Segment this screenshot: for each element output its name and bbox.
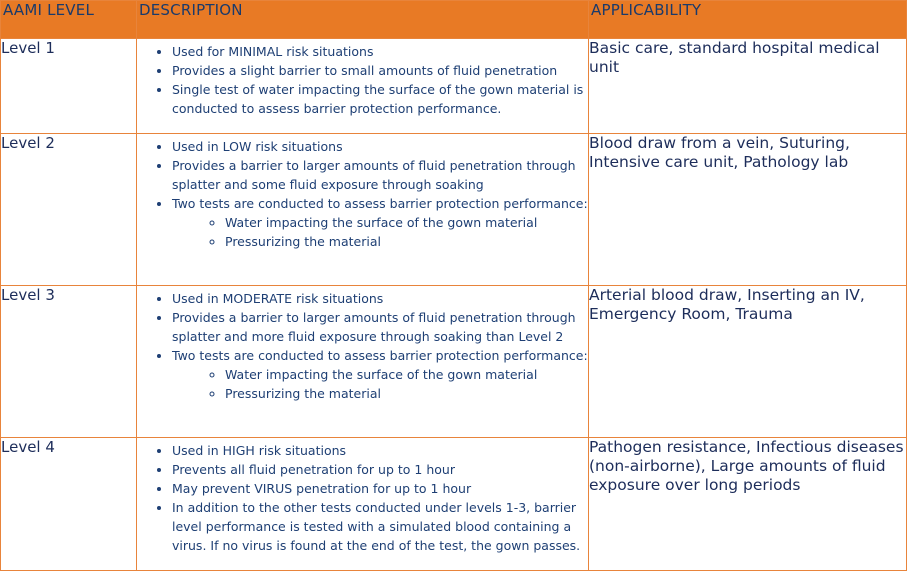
sub-list-item: ◦ Pressurizing the material [225,232,588,251]
list-item: • Used in HIGH risk situations [172,441,588,460]
list-item: • Provides a barrier to larger amounts of fluid penetration through splatter and more fluid exposure through soaking than Level 2 [172,308,588,346]
sub-list-item: ◦ Pressurizing the material [225,384,588,403]
list-item: • In addition to the other tests conducted under levels 1-3, barrier level performance is tested with a simulated blood containing a virus. If no virus is found at the end of the test, the gown passes. [172,498,588,555]
description-cell [137,286,589,438]
level-cell: Level 4 [1,438,137,571]
list-item-text: Two tests are conducted to assess barrier protection performance: [172,348,588,363]
list-item: • May prevent VIRUS penetration for up to 1 hour [172,479,588,498]
sub-list [172,213,588,251]
list-item: • Provides a slight barrier to small amounts of fluid penetration [172,61,588,80]
description-cell [137,438,589,571]
applicability-cell: Basic care, standard hospital medical unit [589,39,907,134]
list-item [172,194,588,251]
description-list [137,42,588,118]
list-item: • Used for MINIMAL risk situations [172,42,588,61]
table-row [1,286,907,438]
list-item: • Prevents all fluid penetration for up to 1 hour [172,460,588,479]
applicability-cell: Pathogen resistance, Infectious diseases (non-airborne), Large amounts of fluid exposure over long periods [589,438,907,571]
table-row [1,134,907,286]
level-cell: Level 3 [1,286,137,438]
level-cell: Level 2 [1,134,137,286]
description-list [137,441,588,555]
table-row [1,39,907,134]
description-list [137,289,588,403]
header-level: AAMI LEVEL [1,1,137,39]
description-list [137,137,588,251]
sub-list-item: ◦ Water impacting the surface of the gown material [225,365,588,384]
sub-list [172,365,588,403]
list-item-text: Two tests are conducted to assess barrier protection performance: [172,196,588,211]
description-cell [137,39,589,134]
sub-list-item: ◦ Water impacting the surface of the gown material [225,213,588,232]
description-cell [137,134,589,286]
list-item: • Used in LOW risk situations [172,137,588,156]
header-applicability: APPLICABILITY [589,1,907,39]
applicability-cell: Blood draw from a vein, Suturing, Intensive care unit, Pathology lab [589,134,907,286]
table-row [1,438,907,571]
level-cell: Level 1 [1,39,137,134]
list-item: • Provides a barrier to larger amounts of fluid penetration through splatter and some fluid exposure through soaking [172,156,588,194]
list-item: • Used in MODERATE risk situations [172,289,588,308]
list-item: • Single test of water impacting the surface of the gown material is conducted to assess barrier protection performance. [172,80,588,118]
header-description: DESCRIPTION [137,1,589,39]
list-item [172,346,588,403]
applicability-cell: Arterial blood draw, Inserting an IV, Emergency Room, Trauma [589,286,907,438]
header-row [1,1,907,39]
